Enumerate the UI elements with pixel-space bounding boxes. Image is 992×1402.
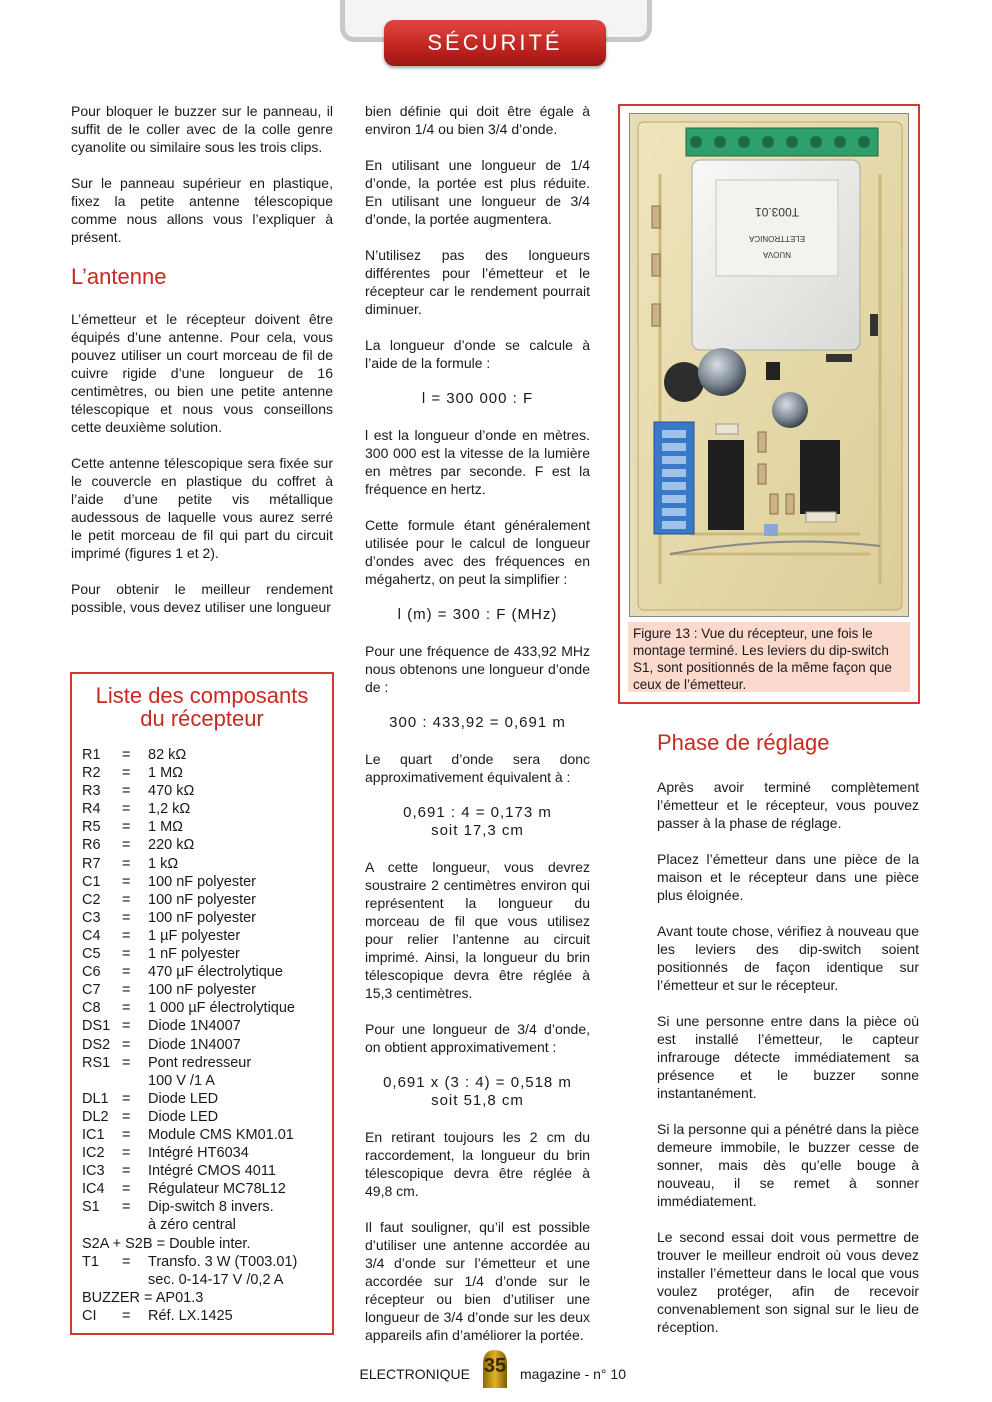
circuit-board-illustration	[630, 114, 909, 617]
component-row	[82, 1235, 332, 1253]
component-ref: IC3	[82, 1163, 105, 1180]
component-ref: RS1	[82, 1054, 111, 1071]
component-ref	[82, 1216, 122, 1234]
component-equals: =	[122, 1108, 131, 1125]
components-list-box	[70, 672, 334, 1335]
component-equals: =	[122, 1181, 131, 1198]
paragraph: Sur le panneau supérieur en plastique, fixez la petite antenne télescopique comme nous allons vous l’expliquer à présent.	[71, 175, 333, 245]
component-row	[82, 1036, 332, 1054]
receiver-board-photo	[629, 113, 909, 617]
paragraph: l est la longueur d’onde en mètres. 300 000 est la vitesse de la lumière en mètres par seconde. F est la fréquence en hertz.	[365, 427, 590, 497]
component-row	[82, 1126, 332, 1144]
footer-magazine-name: ELECTRONIQUE	[359, 1366, 470, 1382]
component-equals: =	[122, 1054, 131, 1071]
component-row	[82, 945, 332, 963]
component-value: Diode LED	[148, 1108, 219, 1125]
component-row	[82, 746, 332, 764]
component-row	[82, 909, 332, 927]
component-ref: S1	[82, 1199, 100, 1216]
component-value: Intégré CMOS 4011	[148, 1163, 276, 1180]
components-list-title	[72, 684, 332, 730]
component-ref: R6	[82, 837, 101, 854]
paragraph: Cette formule étant généralement utilisée pour le calcul de longueur d’ondes avec des fréquences en mégahertz, on peut la simplifier :	[365, 517, 590, 587]
components-title-line: du récepteur	[140, 706, 264, 731]
component-equals: =	[122, 946, 131, 963]
formula-result: 300 : 433,92 = 0,691 m	[389, 714, 566, 731]
transformer-label: ELETTRONICA	[748, 234, 806, 243]
paragraph: Pour bloquer le buzzer sur le panneau, il suffit de le coller avec de la colle genre cyanolite ou similaire sous les trois clips.	[71, 103, 333, 155]
component-value: à zéro central	[148, 1217, 236, 1234]
component-value: Diode 1N4007	[148, 1018, 241, 1035]
component-value: 1 µF polyester	[148, 927, 241, 944]
component-row	[82, 1162, 332, 1180]
paragraph: Placez l’émetteur dans une pièce de la maison et le récepteur dans une pièce plus éloignée.	[657, 851, 919, 903]
component-value: 1 000 µF électrolytique	[148, 1000, 295, 1017]
component-full-line: S2A + S2B = Double inter.	[82, 1235, 251, 1252]
component-row	[82, 963, 332, 981]
component-value: 1 MΩ	[148, 765, 184, 782]
paragraph: Le quart d’onde sera donc approximativement équivalent à :	[365, 751, 590, 785]
component-row	[82, 1144, 332, 1162]
paragraph: Cette antenne télescopique sera fixée sur le couvercle en plastique du coffret à l’aide d’une petite vis métallique audessous de laquelle vous aurez serré le petit morceau de fil qui part du circuit imprimé (figures 1 et 2).	[71, 455, 333, 561]
component-value: 1 MΩ	[148, 819, 184, 836]
footer-issue: magazine - n° 10	[520, 1366, 626, 1382]
component-equals: =	[122, 765, 131, 782]
formula-simplified: l (m) = 300 : F (MHz)	[397, 606, 558, 623]
component-equals	[122, 1072, 148, 1090]
component-row	[82, 1072, 332, 1090]
paragraph: L’émetteur et le récepteur doivent être équipés d’une antenne. Pour cela, vous pouvez utiliser un court morceau de fil de cuivre rigide d’une longueur de 16 centimètres, ou bien une petite antenne télescopique et nous vous conseillons cette deuxième solution.	[71, 311, 333, 435]
formula-line: 0,691 x (3 : 4) = 0,518 m	[383, 1074, 572, 1091]
section-heading-antenne: L’antenne	[71, 264, 167, 289]
formula-quarter-wave	[365, 804, 590, 840]
component-ref: IC2	[82, 1145, 105, 1162]
text-column-1	[71, 102, 333, 634]
component-row	[82, 1054, 332, 1072]
component-row	[82, 782, 332, 800]
component-ref: C4	[82, 927, 101, 944]
component-row	[82, 981, 332, 999]
component-row	[82, 855, 332, 873]
component-value: 100 V /1 A	[148, 1072, 215, 1089]
section-heading-reglage: Phase de réglage	[657, 730, 830, 755]
paragraph: Pour une longueur de 3/4 d’onde, on obtient approximativement :	[365, 1021, 590, 1055]
component-value: 1 kΩ	[148, 855, 179, 872]
component-row	[82, 999, 332, 1017]
component-row	[82, 1216, 332, 1234]
component-ref: T1	[82, 1253, 99, 1270]
paragraph: Pour une fréquence de 433,92 MHz nous obtenons une longueur d’onde de :	[365, 643, 590, 695]
paragraph: Avant toute chose, vérifiez à nouveau que les leviers des dip-switch soient positionnés de façon identique sur l’émetteur et sur le récepteur.	[657, 923, 919, 993]
formula-line: soit 51,8 cm	[431, 1092, 524, 1109]
component-ref: C7	[82, 982, 101, 999]
component-value: 100 nF polyester	[148, 891, 257, 908]
component-equals	[122, 1271, 148, 1289]
components-list	[82, 746, 332, 1325]
component-value: 100 nF polyester	[148, 873, 257, 890]
component-equals: =	[122, 1018, 131, 1035]
component-value: Réf. LX.1425	[148, 1307, 233, 1324]
page-number: 35	[483, 1355, 507, 1377]
components-title-line: Liste des composants	[95, 683, 309, 708]
component-equals: =	[122, 1253, 131, 1270]
component-ref: DL1	[82, 1090, 109, 1107]
component-ref	[82, 1072, 122, 1090]
component-value: Transfo. 3 W (T003.01)	[148, 1253, 298, 1270]
paragraph: Si la personne qui a pénétré dans la pièce demeure immobile, le buzzer cesse de sonner, mais dès qu’elle bouge à nouveau, il se remet à sonner immédiatement.	[657, 1121, 919, 1209]
component-value: 82 kΩ	[148, 747, 187, 763]
component-equals: =	[122, 1090, 131, 1107]
component-equals: =	[122, 891, 131, 908]
component-ref: DS2	[82, 1036, 111, 1053]
component-ref: IC4	[82, 1181, 105, 1198]
component-value: 1,2 kΩ	[148, 801, 191, 818]
component-ref: C3	[82, 909, 101, 926]
component-row	[82, 836, 332, 854]
component-equals: =	[122, 801, 131, 818]
component-value: Diode LED	[148, 1090, 219, 1107]
component-value: Pont redresseur	[148, 1054, 252, 1071]
component-row	[82, 1271, 332, 1289]
component-value: sec. 0-14-17 V /0,2 A	[148, 1271, 284, 1288]
component-equals: =	[122, 1307, 131, 1324]
component-ref: C5	[82, 946, 101, 963]
component-value: Dip-switch 8 invers.	[148, 1199, 274, 1216]
component-row	[82, 1090, 332, 1108]
component-equals: =	[122, 819, 131, 836]
text-column-2	[365, 102, 590, 1362]
component-row	[82, 1180, 332, 1198]
paragraph: N’utilisez pas des longueurs différentes pour l’émetteur et le récepteur car le rendement pourrait diminuer.	[365, 247, 590, 317]
component-ref: R7	[82, 855, 101, 872]
paragraph: A cette longueur, vous devrez soustraire 2 centimètres environ qui représentent la longueur du morceau de fil que vous utilisez pour relier l’antenne au circuit imprimé. Ainsi, la longueur du brin télescopique devra être réglée à 15,3 centimètres.	[365, 859, 590, 1001]
component-equals: =	[122, 982, 131, 999]
formula-line: 0,691 : 4 = 0,173 m	[403, 804, 552, 821]
transformer-label: NUOVA	[763, 250, 791, 259]
component-ref: IC1	[82, 1126, 105, 1143]
paragraph: En utilisant une longueur de 1/4 d’onde, la portée est plus réduite. En utilisant une longueur de 3/4 d’onde, la portée augmentera.	[365, 157, 590, 227]
paragraph: Il faut souligner, qu’il est possible d’utiliser une antenne accordée au 3/4 d’onde sur l’émetteur et une accordée sur 1/4 d’onde sur le récepteur ou bien d’utiliser une longueur de 3/4 d’onde sur les deux appareils afin d’améliorer la portée.	[365, 1219, 590, 1343]
paragraph: Pour obtenir le meilleur rendement possible, vous devez utiliser une longueur	[71, 581, 333, 615]
formula-wavelength: l = 300 000 : F	[421, 390, 534, 407]
component-ref: C8	[82, 1000, 101, 1017]
paragraph: En retirant toujours les 2 cm du raccordement, la longueur du brin télescopique devra être réglée à 49,8 cm.	[365, 1129, 590, 1199]
component-row	[82, 1017, 332, 1035]
paragraph: La longueur d’onde se calcule à l’aide de la formule :	[365, 337, 590, 371]
component-value: 1 nF polyester	[148, 946, 240, 963]
component-equals	[122, 1216, 148, 1234]
component-ref: R3	[82, 783, 101, 800]
component-row	[82, 1253, 332, 1271]
component-equals: =	[122, 1145, 131, 1162]
component-row	[82, 927, 332, 945]
component-equals: =	[122, 927, 131, 944]
component-equals: =	[122, 1163, 131, 1180]
formula-line: soit 17,3 cm	[431, 822, 524, 839]
component-row	[82, 800, 332, 818]
section-badge: SÉCURITÉ	[384, 20, 606, 66]
component-row	[82, 764, 332, 782]
page-footer	[0, 1348, 992, 1392]
component-row	[82, 891, 332, 909]
component-ref: C6	[82, 964, 101, 981]
component-row	[82, 818, 332, 836]
component-ref: C2	[82, 891, 101, 908]
text-column-3	[657, 730, 919, 1354]
paragraph: Après avoir terminé complètement l’émetteur et le récepteur, vous pouvez passer à la phase de réglage.	[657, 779, 919, 831]
paragraph: bien définie qui doit être égale à environ 1/4 ou bien 3/4 d’onde.	[365, 103, 590, 137]
component-ref: DS1	[82, 1018, 111, 1035]
component-equals: =	[122, 1126, 131, 1143]
component-ref: R5	[82, 819, 101, 836]
component-equals: =	[122, 873, 131, 890]
component-equals: =	[122, 855, 131, 872]
component-value: 100 nF polyester	[148, 909, 257, 926]
component-value: 100 nF polyester	[148, 982, 257, 999]
component-ref: R2	[82, 765, 101, 782]
component-equals: =	[122, 1036, 131, 1053]
component-value: 470 kΩ	[148, 783, 195, 800]
component-equals: =	[122, 783, 131, 800]
component-value: Module CMS KM01.01	[148, 1126, 294, 1143]
component-row	[82, 1198, 332, 1216]
component-equals: =	[122, 964, 131, 981]
component-value: 220 kΩ	[148, 837, 195, 854]
formula-three-quarter-wave	[365, 1074, 590, 1110]
component-ref: R1	[82, 747, 101, 763]
component-row	[82, 1108, 332, 1126]
component-ref: R4	[82, 801, 101, 818]
component-value: Régulateur MC78L12	[148, 1181, 286, 1198]
component-row	[82, 873, 332, 891]
component-row	[82, 1307, 332, 1325]
paragraph: Si une personne entre dans la pièce où est installé l’émetteur, le capteur infrarouge détecte immédiatement sa présence et le buzzer sonne instantanément.	[657, 1013, 919, 1101]
component-equals: =	[122, 1199, 131, 1216]
paragraph: Le second essai doit vous permettre de trouver le meilleur endroit où vous devez installer l’émetteur dans le local que vous voulez protéger, afin de recevoir convenablement son signal sur le lieu de réception.	[657, 1229, 919, 1335]
transformer-label: T003.01	[754, 205, 800, 219]
figure-caption: Figure 13 : Vue du récepteur, une fois le montage terminé. Les leviers du dip-switch S1, sont positionnés de la même façon que ceux de l’émetteur.	[628, 622, 910, 692]
component-equals: =	[122, 747, 131, 763]
component-ref	[82, 1271, 122, 1289]
component-value: Intégré HT6034	[148, 1145, 249, 1162]
component-equals: =	[122, 909, 131, 926]
component-equals: =	[122, 837, 131, 854]
component-row	[82, 1289, 332, 1307]
component-ref: CI	[82, 1307, 97, 1324]
component-equals: =	[122, 1000, 131, 1017]
component-full-line: BUZZER = AP01.3	[82, 1289, 204, 1306]
component-ref: DL2	[82, 1108, 109, 1125]
component-value: Diode 1N4007	[148, 1036, 241, 1053]
component-ref: C1	[82, 873, 101, 890]
component-value: 470 µF électrolytique	[148, 964, 283, 981]
